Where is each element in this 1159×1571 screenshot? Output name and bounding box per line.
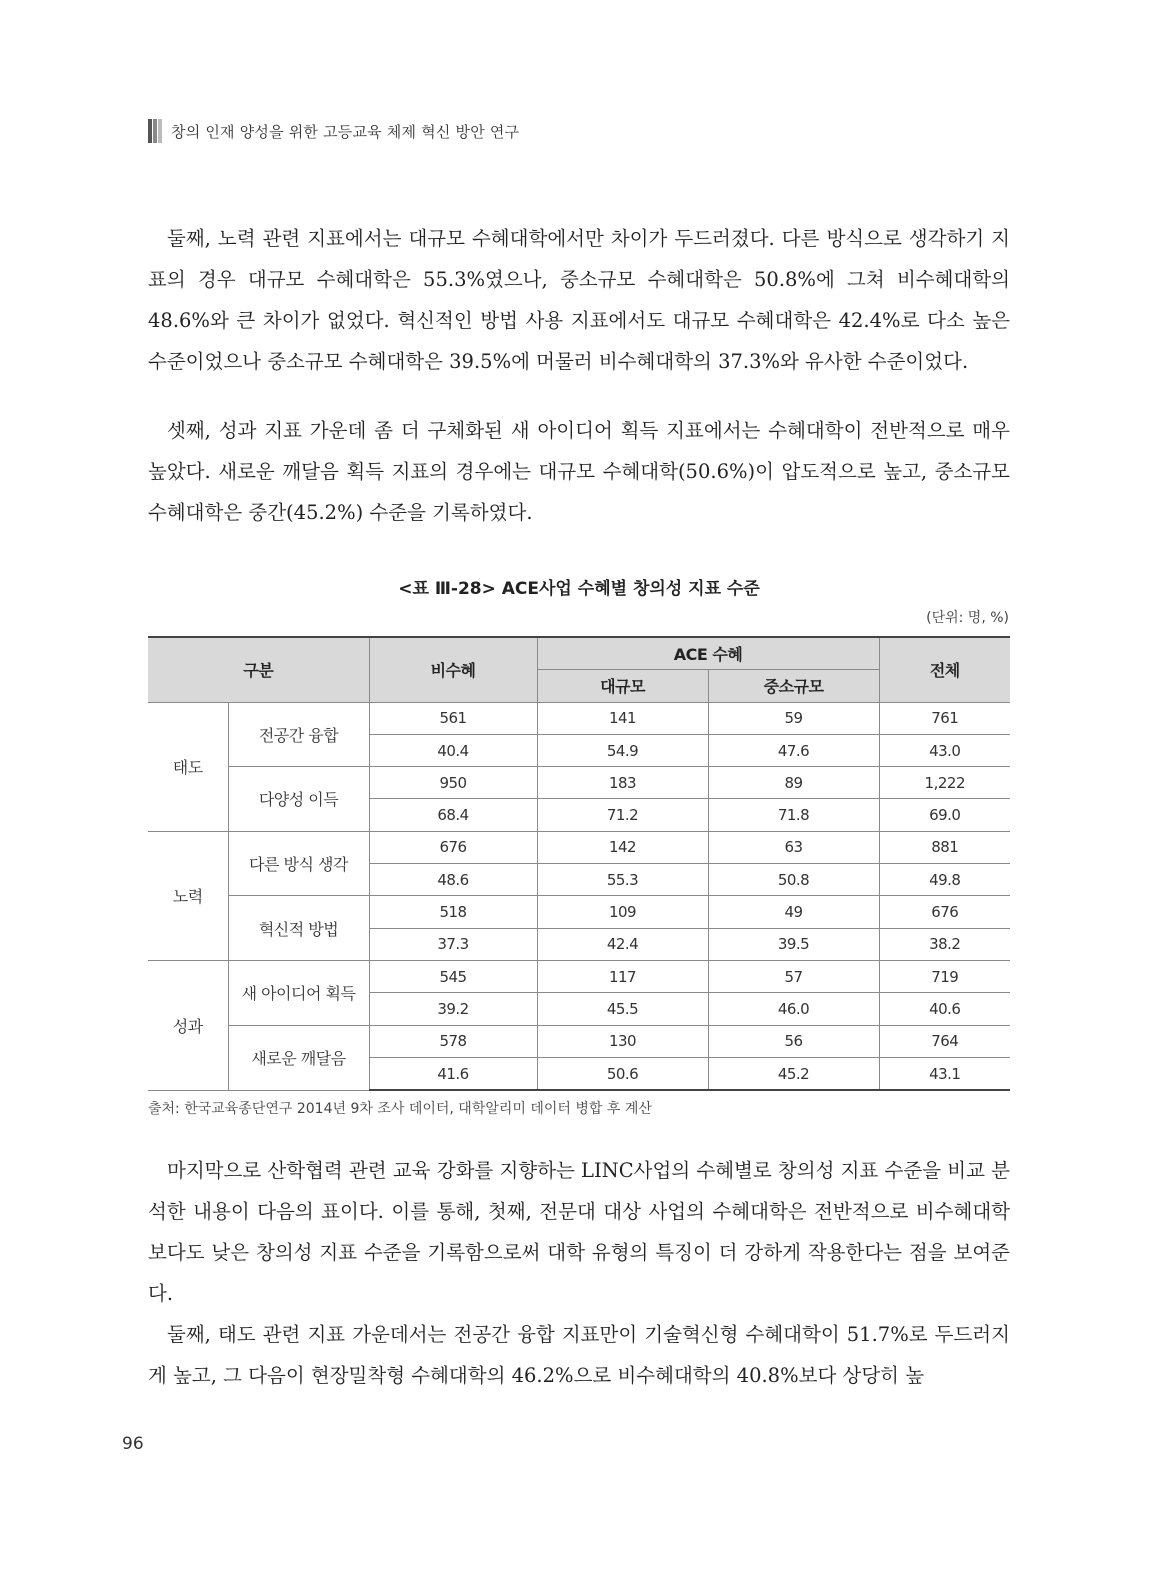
item-label: 혁신적 방법 <box>228 896 369 961</box>
table-cell: 69.0 <box>879 799 1010 831</box>
table-cell: 45.2 <box>708 1057 879 1090</box>
table-cell: 117 <box>537 960 708 992</box>
item-label: 전공간 융합 <box>228 702 369 767</box>
table-cell: 141 <box>537 702 708 734</box>
body-paragraph: 둘째, 노력 관련 지표에서는 대규모 수혜대학에서만 차이가 두드러졌다. 다른 방식으로 생각하기 지표의 경우 대규모 수혜대학은 55.3%였으나, 중소규모 수혜대학은 50.8%에 그쳐 비수혜대학의 48.6%와 큰 차이가 없었다. 혁신적인 방법 사용 지표에서도 대규모 수혜대학은 42.4%로 다소 높은 수준이었으나 중소규모 수혜대학은 39.5%에 머물러 비수혜대학의 37.3%와 유사한 수준이었다. <box>148 227 1010 373</box>
table-cell: 43.1 <box>879 1057 1010 1090</box>
table-cell: 40.6 <box>879 993 1010 1025</box>
table-cell: 1,222 <box>879 767 1010 799</box>
table-cell: 48.6 <box>369 864 537 896</box>
table-cell: 71.8 <box>708 799 879 831</box>
table-cell: 50.6 <box>537 1057 708 1090</box>
item-label: 다양성 이득 <box>228 767 369 832</box>
running-header <box>148 118 519 144</box>
table-cell: 89 <box>708 767 879 799</box>
table-cell: 50.8 <box>708 864 879 896</box>
page-number: 96 <box>122 1434 144 1454</box>
header-bar-segment <box>153 119 157 143</box>
table-cell: 47.6 <box>708 734 879 766</box>
table-cell: 42.4 <box>537 928 708 960</box>
table-cell: 40.4 <box>369 734 537 766</box>
header-ace: ACE 수혜 <box>537 637 879 670</box>
table-cell: 183 <box>537 767 708 799</box>
table-cell: 63 <box>708 831 879 863</box>
table-header-row <box>148 637 1010 670</box>
table-cell: 676 <box>369 831 537 863</box>
table-cell: 764 <box>879 1025 1010 1057</box>
table-cell: 561 <box>369 702 537 734</box>
table-cell: 39.5 <box>708 928 879 960</box>
group-label: 성과 <box>148 960 228 1090</box>
table-cell: 57 <box>708 960 879 992</box>
table-cell: 55.3 <box>537 864 708 896</box>
table-cell: 54.9 <box>537 734 708 766</box>
table-cell: 68.4 <box>369 799 537 831</box>
table-cell: 142 <box>537 831 708 863</box>
table-cell: 59 <box>708 702 879 734</box>
table-row <box>148 702 1010 734</box>
table-row <box>148 767 1010 799</box>
body-paragraph: 셋째, 성과 지표 가운데 좀 더 구체화된 새 아이디어 획득 지표에서는 수혜대학이 전반적으로 매우 높았다. 새로운 깨달음 획득 지표의 경우에는 대규모 수혜대학(50.6%)이 압도적으로 높고, 중소규모 수혜대학은 중간(45.2%) 수준을 기록하였다. <box>148 419 1010 524</box>
header-large: 대규모 <box>537 670 708 702</box>
table-cell: 49.8 <box>879 864 1010 896</box>
table-cell: 109 <box>537 896 708 928</box>
group-label: 태도 <box>148 702 228 831</box>
table-cell: 49 <box>708 896 879 928</box>
table-cell: 518 <box>369 896 537 928</box>
table-cell: 41.6 <box>369 1057 537 1090</box>
table-row <box>148 896 1010 928</box>
header-total: 전체 <box>879 637 1010 702</box>
header-category: 구분 <box>148 637 369 702</box>
header-bar-segment <box>148 119 152 143</box>
header-small-medium: 중소규모 <box>708 670 879 702</box>
table-cell: 881 <box>879 831 1010 863</box>
table-cell: 46.0 <box>708 993 879 1025</box>
table-cell: 676 <box>879 896 1010 928</box>
item-label: 새로운 깨달음 <box>228 1025 369 1090</box>
item-label: 새 아이디어 획득 <box>228 960 369 1025</box>
table-cell: 43.0 <box>879 734 1010 766</box>
table-cell: 38.2 <box>879 928 1010 960</box>
table-unit: (단위: 명, %) <box>926 610 1009 626</box>
table-title: <표 Ⅲ-28> ACE사업 수혜별 창의성 지표 수준 <box>398 579 760 599</box>
header-bar-segment <box>158 119 162 143</box>
body-paragraph: 마지막으로 산학협력 관련 교육 강화를 지향하는 LINC사업의 수혜별로 창의성 지표 수준을 비교 분석한 내용이 다음의 표이다. 이를 통해, 첫째, 전문대 대상 사업의 수혜대학은 전반적으로 비수혜대학보다도 낮은 창의성 지표 수준을 기록함으로써 대학 유형의 특징이 더 강하게 작용한다는 점을 보여준다. <box>148 1159 1010 1305</box>
table-cell: 37.3 <box>369 928 537 960</box>
table-row <box>148 1025 1010 1057</box>
table-cell: 130 <box>537 1025 708 1057</box>
table-cell: 71.2 <box>537 799 708 831</box>
table-cell: 761 <box>879 702 1010 734</box>
table-cell: 545 <box>369 960 537 992</box>
header-bar-icon <box>148 119 163 143</box>
table-cell: 719 <box>879 960 1010 992</box>
table-row <box>148 960 1010 992</box>
table-row <box>148 831 1010 863</box>
table-cell: 950 <box>369 767 537 799</box>
header-non-recipient: 비수혜 <box>369 637 537 702</box>
table-cell: 39.2 <box>369 993 537 1025</box>
table-cell: 578 <box>369 1025 537 1057</box>
table-cell: 56 <box>708 1025 879 1057</box>
item-label: 다른 방식 생각 <box>228 831 369 896</box>
table-source: 출처: 한국교육종단연구 2014년 9차 조사 데이터, 대학알리미 데이터 병합 후 계산 <box>148 1101 652 1117</box>
group-label: 노력 <box>148 831 228 960</box>
body-paragraph: 둘째, 태도 관련 지표 가운데서는 전공간 융합 지표만이 기술혁신형 수혜대학이 51.7%로 두드러지게 높고, 그 다음이 현장밀착형 수혜대학의 46.2%으로 비수혜대학의 40.8%보다 상당히 높 <box>148 1323 1010 1387</box>
header-title: 창의 인재 양성을 위한 고등교육 체제 혁신 방안 연구 <box>171 122 520 141</box>
table-cell: 45.5 <box>537 993 708 1025</box>
data-table <box>148 636 1010 1091</box>
